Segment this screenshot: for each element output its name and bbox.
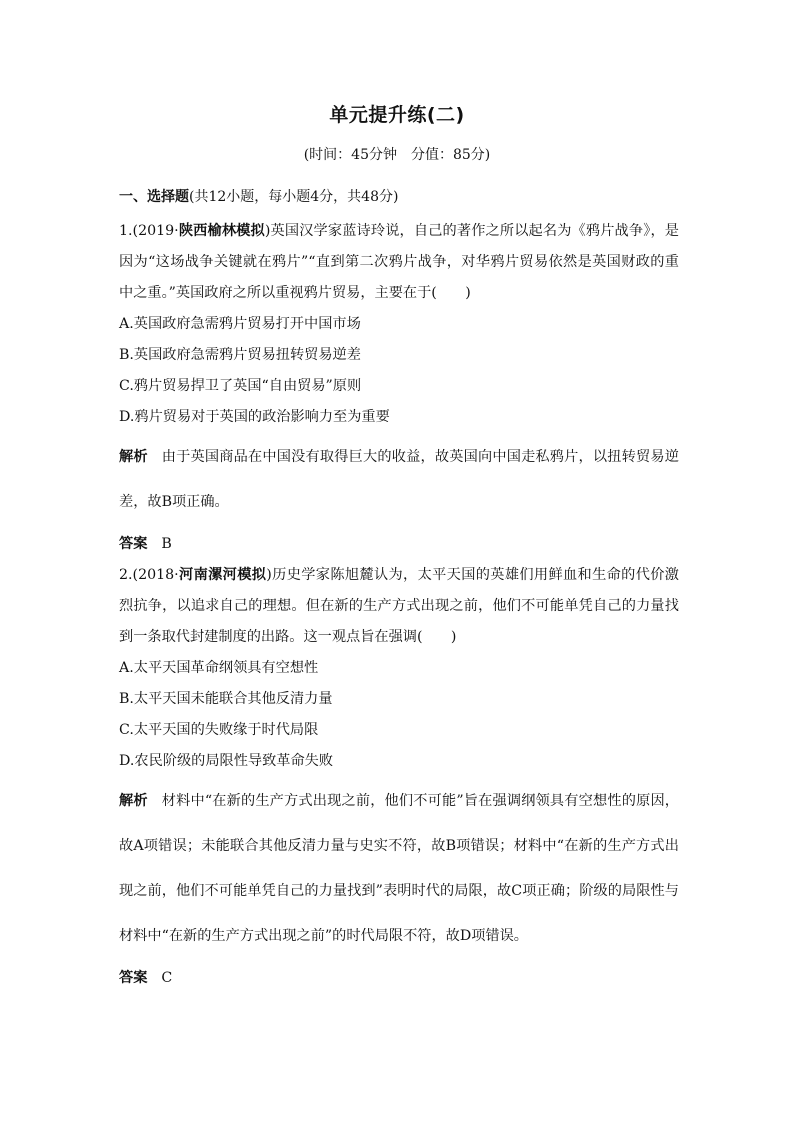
analysis [119, 779, 679, 959]
analysis-text: 由于英国商品在中国没有取得巨大的收益，故英国向中国走私鸦片，以扭转贸易逆差，故B项正确。 [119, 449, 679, 510]
question-source: 河南漯河模拟 [178, 567, 267, 583]
question-2 [119, 560, 679, 994]
option-a: A.太平天国革命纲领具有空想性 [119, 660, 319, 676]
option-d: D.鸦片贸易对于英国的政治影响力至为重要 [119, 409, 390, 425]
question-number: 2.(2018· [119, 567, 179, 583]
option-a: A.英国政府急需鸦片贸易打开中国市场 [119, 316, 361, 332]
answer-value: B [161, 536, 172, 552]
section-heading-title: 一、选择题 [119, 189, 189, 205]
answer [119, 529, 679, 560]
answer-label: 答案 [119, 536, 148, 552]
question-number: 1.(2019· [119, 223, 179, 239]
document-body [119, 182, 679, 994]
question-stem [119, 216, 679, 309]
question-1 [119, 216, 679, 560]
option-d: D.农民阶级的局限性导致革命失败 [119, 753, 334, 769]
option-c: C.太平天国的失败缘于时代局限 [119, 722, 319, 738]
section-heading-note: (共12小题，每小题4分，共48分) [189, 189, 399, 205]
answer-label: 答案 [119, 970, 148, 986]
question-stem [119, 560, 679, 653]
analysis [119, 435, 679, 525]
option-c: C.鸦片贸易捍卫了英国“自由贸易”原则 [119, 378, 362, 394]
analysis-label: 解析 [119, 449, 148, 465]
answer-value: C [161, 970, 173, 986]
analysis-label: 解析 [119, 793, 148, 809]
question-text: )历史学家陈旭麓认为，太平天国的英雄们用鲜血和生命的代价激烈抗争，以追求自己的理想。但在新的生产方式出现之前，他们不可能单凭自己的力量找到一条取代封建制度的出路。这一观点旨在强调( ) [119, 567, 679, 645]
question-text: )英国汉学家蓝诗玲说，自己的著作之所以起名为《鸦片战争》，是因为“这场战争关键就在鸦片”“直到第二次鸦片战争，对华鸦片贸易依然是英国财政的重中之重。”英国政府之所以重视鸦片贸易，主要在于( ) [119, 223, 679, 301]
answer [119, 963, 679, 994]
option-b: B.太平天国未能联合其他反清力量 [119, 691, 333, 707]
analysis-text: 材料中“在新的生产方式出现之前，他们不可能”旨在强调纲领具有空想性的原因，故A项错误；未能联合其他反清力量与史实不符，故B项错误；材料中“在新的生产方式出现之前，他们不可能单凭自己的力量找到”表明时代的局限，故C项正确；阶级的局限性与材料中“在新的生产方式出现之前”的时代局限不符，故D项错误。 [119, 793, 679, 944]
page-title: 单元提升练(二) [329, 104, 465, 126]
option-b: B.英国政府急需鸦片贸易扭转贸易逆差 [119, 347, 361, 363]
section-heading [119, 182, 679, 213]
exam-meta: (时间：45分钟 分值：85分) [303, 147, 491, 163]
question-source: 陕西榆林模拟 [178, 223, 265, 239]
